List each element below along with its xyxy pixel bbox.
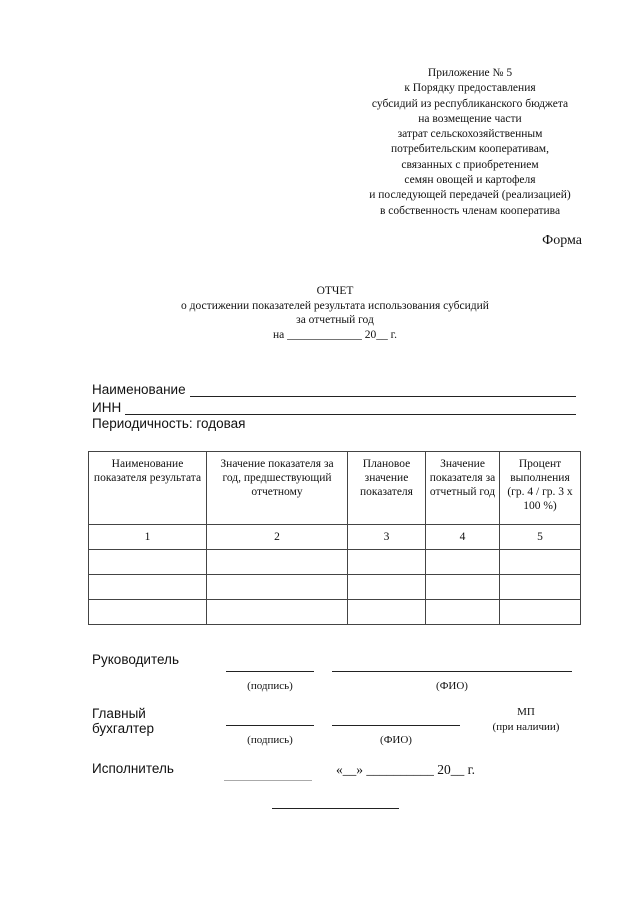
table-cell[interactable] (348, 600, 426, 625)
table-cell[interactable] (500, 550, 581, 575)
form-label: Форма (542, 233, 582, 248)
table-cell[interactable] (89, 600, 207, 625)
chief-label-line1: Главный (92, 706, 146, 721)
appendix-line: на возмещение части (418, 112, 522, 125)
name-label: Наименование (92, 382, 186, 397)
chief-signature-caption: (подпись) (247, 734, 293, 746)
appendix-line: в собственность членам кооператива (379, 204, 561, 217)
head-fio-caption: (ФИО) (436, 680, 468, 692)
table-cell[interactable] (426, 550, 500, 575)
appendix-line: Приложение № 5 (427, 67, 513, 79)
report-table (88, 451, 581, 625)
table-row (89, 600, 581, 625)
table-cell[interactable] (348, 550, 426, 575)
table-column-numbers-row (89, 525, 581, 550)
report-subtitle: о достижении показателей результата использования субсидий (181, 299, 489, 312)
head-label: Руководитель (92, 652, 179, 667)
chief-fio-line[interactable] (332, 725, 460, 726)
inn-input-line[interactable] (125, 401, 576, 415)
column-number: 4 (426, 525, 500, 550)
column-number: 2 (207, 525, 348, 550)
table-header-row (89, 452, 581, 525)
appendix-line: затрат сельскохозяйственным (397, 128, 543, 141)
report-title-block (120, 284, 550, 342)
table-cell[interactable] (207, 575, 348, 600)
table-cell[interactable] (500, 600, 581, 625)
bottom-line (272, 808, 399, 809)
report-period: за отчетный год (296, 314, 374, 327)
table-cell[interactable] (426, 600, 500, 625)
report-date: на _____________ 20__ г. (273, 328, 397, 341)
chief-signature-line[interactable] (226, 725, 314, 726)
head-fio-line[interactable] (332, 671, 572, 672)
table-row (89, 575, 581, 600)
table-header-cell: Плановое значение показателя (348, 452, 426, 525)
appendix-line: потребительским кооперативам, (391, 143, 549, 156)
table-cell[interactable] (500, 575, 581, 600)
periodicity: Периодичность: годовая (92, 416, 246, 431)
column-number: 5 (500, 525, 581, 550)
report-title: ОТЧЕТ (316, 285, 354, 297)
table-header-cell: Значение показателя за год, предшествующий отчетному (207, 452, 348, 525)
name-field (92, 380, 576, 397)
table-cell[interactable] (426, 575, 500, 600)
table-row (89, 550, 581, 575)
table-cell[interactable] (89, 550, 207, 575)
seal-mark: МП (517, 706, 535, 718)
chief-fio-caption: (ФИО) (380, 734, 412, 746)
table-header-cell: Процент выполнения (гр. 4 / гр. 3 x 100 %) (500, 452, 581, 525)
seal-note: (при наличии) (492, 721, 560, 733)
inn-field (92, 398, 576, 415)
appendix-line: субсидий из республиканского бюджета (371, 97, 569, 110)
appendix-line: связанных с приобретением (401, 158, 539, 171)
table-cell[interactable] (89, 575, 207, 600)
executor-date: «__» __________ 20__ г. (336, 762, 476, 777)
table-cell[interactable] (207, 550, 348, 575)
appendix-line: и последующей передачей (реализацией) (369, 189, 571, 202)
table-cell[interactable] (207, 600, 348, 625)
chief-label-line2: бухгалтер (92, 721, 154, 736)
table-header-cell: Значение показателя за отчетный год (426, 452, 500, 525)
executor-signature-line[interactable] (224, 780, 312, 781)
name-input-line[interactable] (190, 383, 576, 397)
table-header-cell: Наименование показателя результата (89, 452, 207, 525)
executor-label: Исполнитель (92, 761, 174, 776)
head-signature-line[interactable] (226, 671, 314, 672)
appendix-line: к Порядку предоставления (404, 82, 536, 95)
table-cell[interactable] (348, 575, 426, 600)
column-number: 3 (348, 525, 426, 550)
chief-accountant-label (92, 706, 154, 736)
inn-label: ИНН (92, 400, 122, 415)
appendix-line: семян овощей и картофеля (404, 174, 536, 187)
head-signature-caption: (подпись) (247, 680, 293, 692)
appendix-header (330, 66, 610, 219)
column-number: 1 (89, 525, 207, 550)
